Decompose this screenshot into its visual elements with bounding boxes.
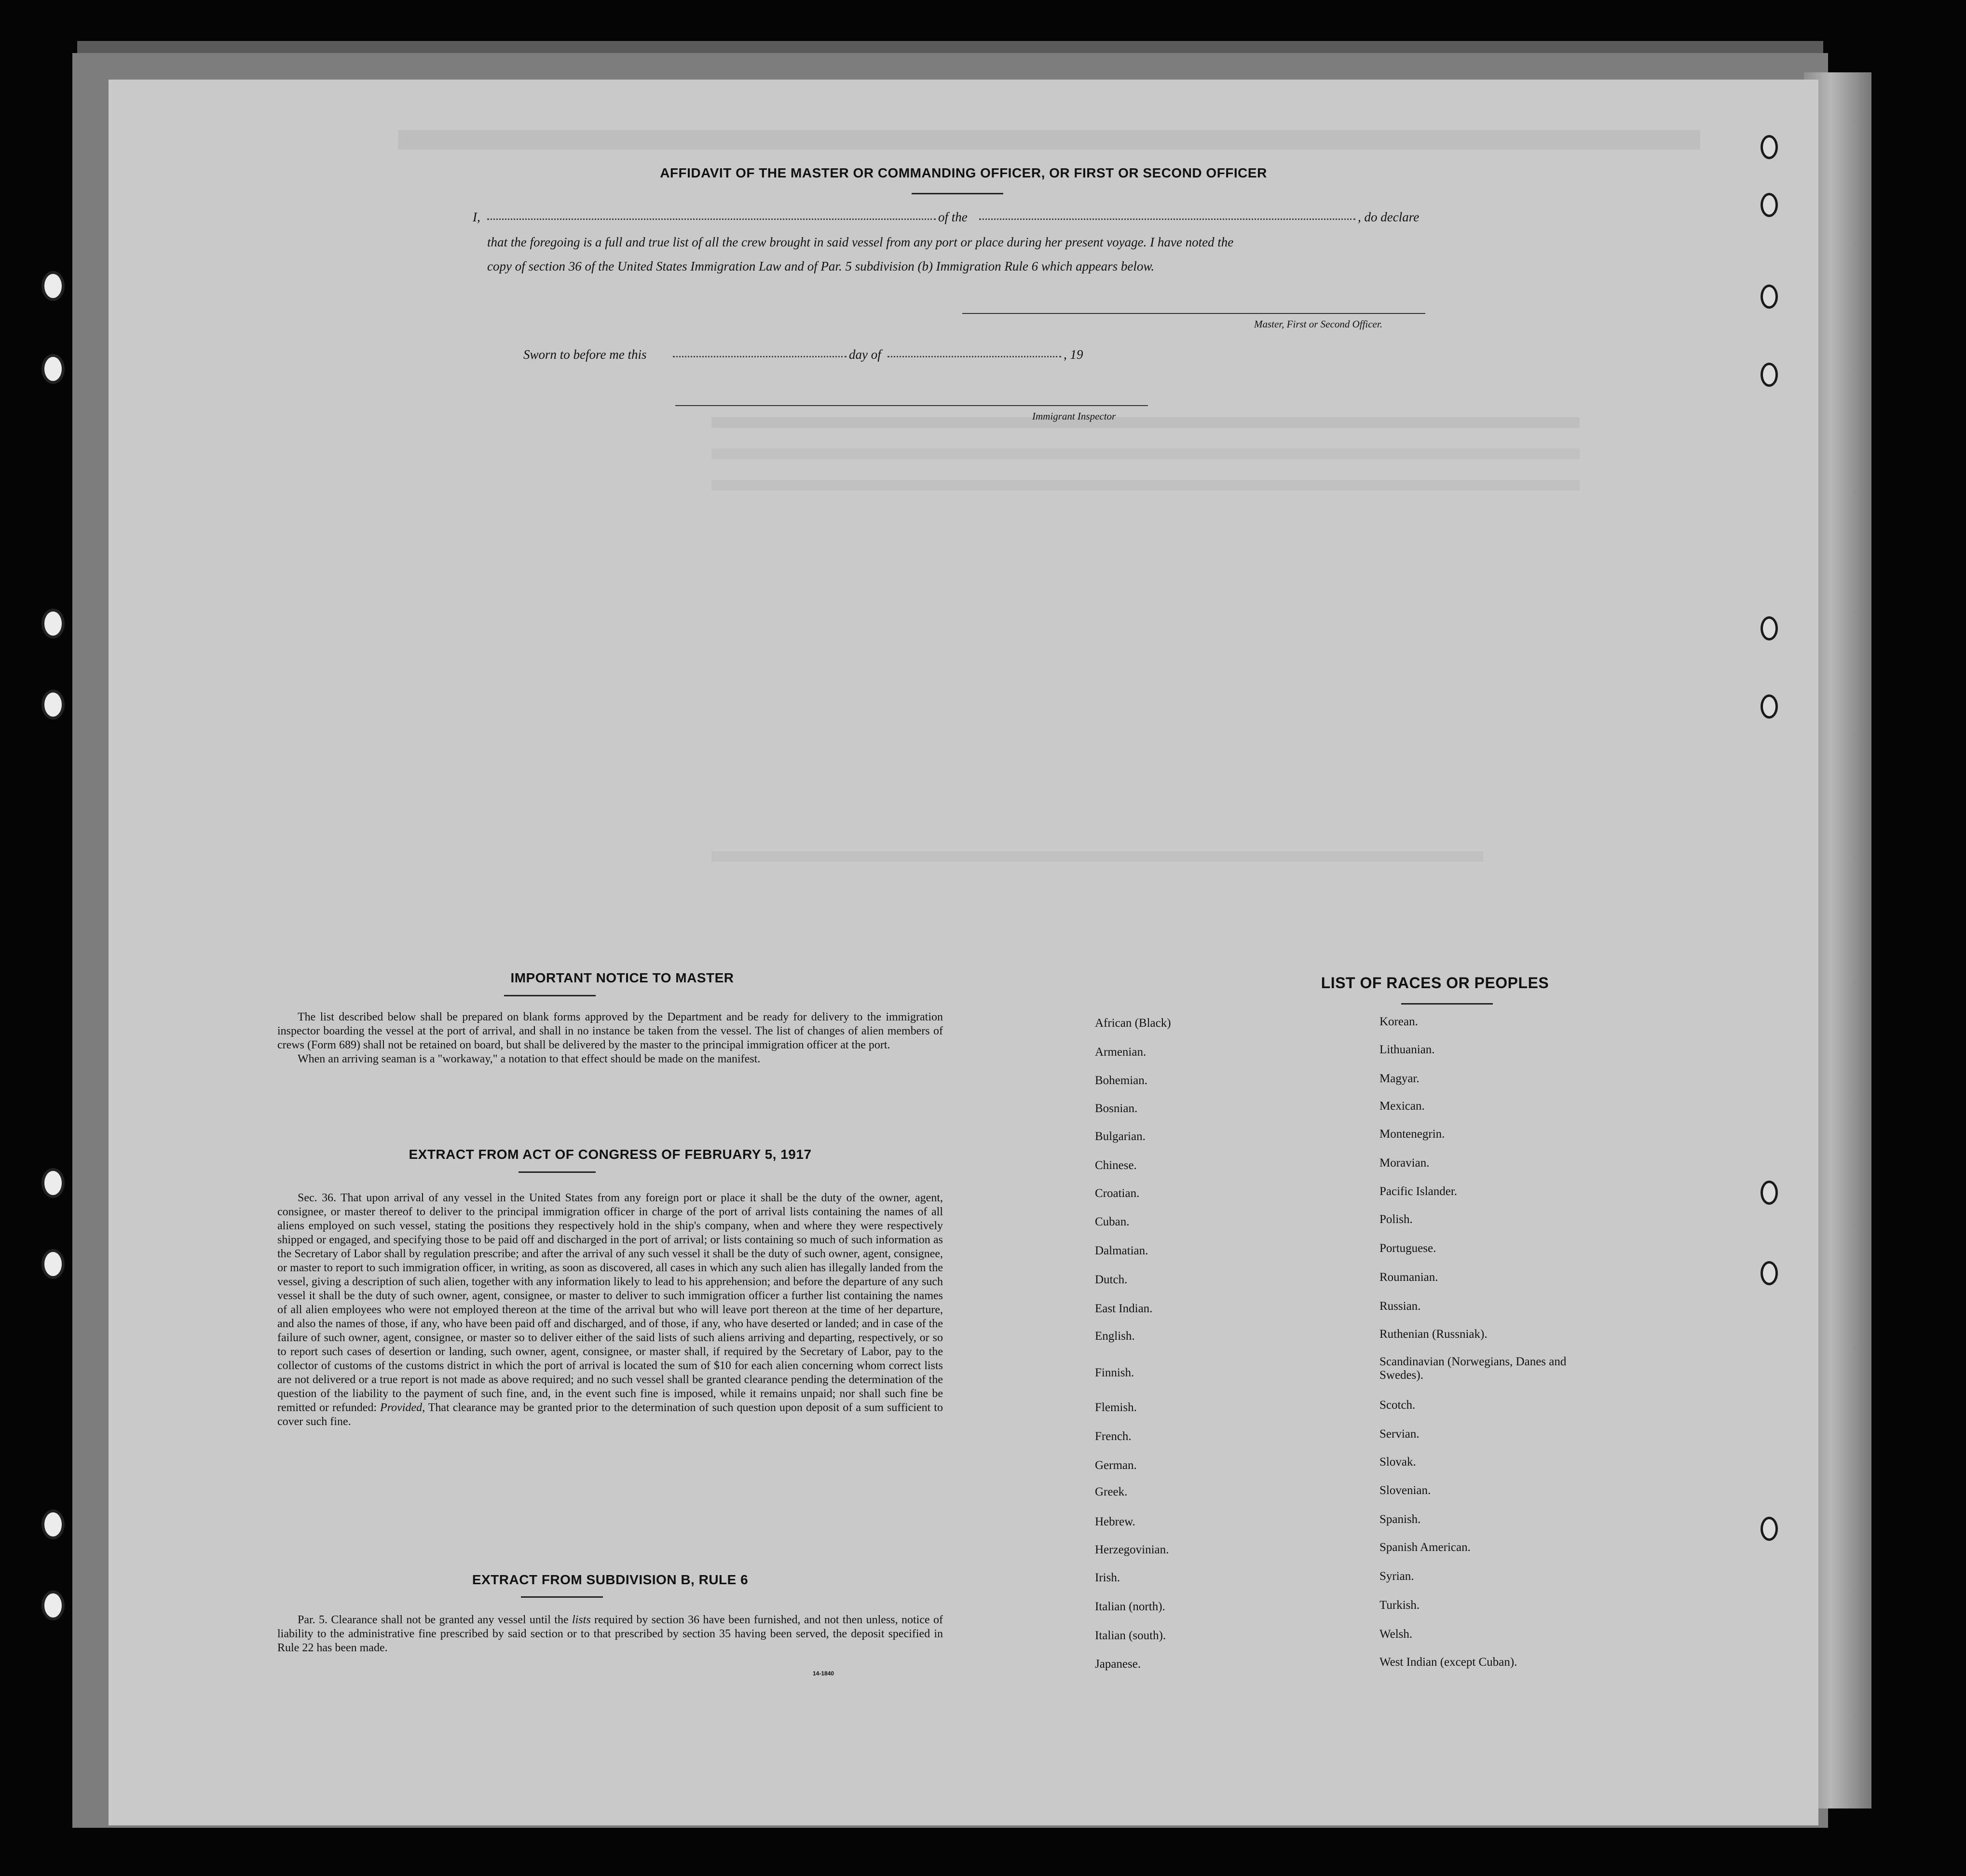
binder-hole-left bbox=[41, 1509, 65, 1539]
affidavit-title-rule bbox=[912, 193, 1003, 194]
binder-hole-left bbox=[41, 690, 65, 720]
race-item: Syrian. bbox=[1379, 1570, 1414, 1583]
provided-word: Provided, bbox=[380, 1401, 425, 1414]
race-item: Moravian. bbox=[1379, 1156, 1430, 1169]
race-item: Spanish American. bbox=[1379, 1541, 1471, 1554]
race-item: Slovenian. bbox=[1379, 1484, 1431, 1497]
par-5-text-b: required by section 36 have been furnished, and not then unless, notice of liability to the administrative fine prescribed by said section or to that prescribed by section 35 having been served, the deposit specified in Rule 22 has been made. bbox=[277, 1614, 943, 1654]
binder-hole-right bbox=[1761, 1181, 1778, 1205]
race-item: Slovak. bbox=[1379, 1455, 1416, 1468]
binder-hole-right bbox=[1761, 616, 1778, 640]
binder-hole-left bbox=[41, 354, 65, 384]
par-5-paragraph bbox=[277, 1613, 943, 1655]
race-item: Lithuanian. bbox=[1379, 1043, 1435, 1056]
extract-act-title-rule bbox=[519, 1171, 596, 1173]
race-item: Bulgarian. bbox=[1095, 1130, 1146, 1143]
race-item: West Indian (except Cuban). bbox=[1379, 1656, 1517, 1669]
affidavit-line-3: copy of section 36 of the United States Immigration Law and of Par. 5 subdivision (b) Immigration Rule 6 which appears below. bbox=[487, 259, 1155, 273]
extract-act-body bbox=[277, 1191, 943, 1429]
binder-hole-left bbox=[41, 1591, 65, 1620]
race-item: Italian (south). bbox=[1095, 1629, 1166, 1642]
extract-rule-title-rule bbox=[521, 1596, 603, 1598]
extract-rule-body bbox=[277, 1613, 943, 1655]
race-item: Turkish. bbox=[1379, 1599, 1420, 1612]
race-item: East Indian. bbox=[1095, 1302, 1153, 1315]
affidavit-of-the-label: of the bbox=[938, 210, 968, 224]
manifest-page bbox=[109, 80, 1818, 1825]
notice-body bbox=[277, 1010, 943, 1066]
binder-hole-right bbox=[1761, 285, 1778, 309]
sworn-month-field[interactable] bbox=[887, 356, 1061, 357]
affidavit-declare-label: , do declare bbox=[1358, 210, 1420, 224]
sworn-line bbox=[523, 347, 1150, 367]
race-item: Dutch. bbox=[1095, 1273, 1128, 1286]
race-item: Cuban. bbox=[1095, 1215, 1130, 1228]
binder-hole-left bbox=[41, 1249, 65, 1279]
race-item: Japanese. bbox=[1095, 1658, 1141, 1671]
affidavit-title: AFFIDAVIT OF THE MASTER OR COMMANDING OFFICER, OR FIRST OR SECOND OFFICER bbox=[660, 165, 1267, 180]
races-title: LIST OF RACES OR PEOPLES bbox=[1321, 974, 1549, 992]
bleed-through-row bbox=[711, 449, 1580, 459]
race-item: Portuguese. bbox=[1379, 1242, 1436, 1255]
race-item: African (Black) bbox=[1095, 1017, 1171, 1030]
master-signature-label: Master, First or Second Officer. bbox=[1254, 318, 1382, 330]
binder-hole-right bbox=[1761, 694, 1778, 719]
race-item: Bosnian. bbox=[1095, 1102, 1138, 1115]
affidavit-line-2: that the foregoing is a full and true list of all the crew brought in said vessel from any port or place during her present voyage. I have noted the bbox=[487, 235, 1234, 249]
section-36-text: Sec. 36. That upon arrival of any vessel in the United States from any foreign port or place it shall be the duty of the owner, agent, consignee, or master thereof to deliver to the principal immigration officer in charge of the port of arrival lists containing the names of all aliens employed on such vessel, stating the positions they respectively hold in the ship's company, when and where they were respectively shipped or engaged, and specifying those to be paid off and discharged in the port of arrival; or lists containing so much of such information as the Secretary of Labor shall by regulation prescribe; and after the arrival of any such vessel it shall be the duty of such owner, agent, consignee, or master to report to such immigration officer, in writing, as soon as discovered, all cases in which any such alien has illegally landed from the vessel, giving a description of such alien, together with any information likely to lead to his apprehension; and before the departure of any such vessel it shall be the duty of such owner, agent, consignee, or master to deliver to such immigration officer a further list containing the names of all alien employees who were not employed thereon at the time of the arrival but who will leave port thereon at the time of her departure, and also the names of those, if any, who have been paid off and discharged, and of those, if any, who have deserted or landed; and in case of the failure of such owner, agent, consignee, or master so to deliver either of the said lists of such aliens arriving and departing, respectively, or so to report such cases of desertion or landing, such owner, agent, consignee, or master shall, if required by the Secretary of Labor, pay to the collector of customs of the customs district in which the port of arrival is located the sum of $10 for each alien concerning whom correct lists are not delivered or a true report is not made as above required; and no such vessel shall be granted clearance pending the determination of the question of the liability to the payment of such fine, and, in the event such fine is imposed, while it remains unpaid; nor shall such fine be remitted or refunded: bbox=[277, 1192, 943, 1414]
extract-rule-title: EXTRACT FROM SUBDIVISION B, RULE 6 bbox=[472, 1572, 749, 1587]
bleed-through-row bbox=[711, 417, 1580, 428]
race-item: Russian. bbox=[1379, 1300, 1421, 1313]
race-item: Italian (north). bbox=[1095, 1600, 1165, 1613]
race-item: Greek. bbox=[1095, 1485, 1128, 1498]
race-item: Dalmatian. bbox=[1095, 1244, 1148, 1257]
race-item: German. bbox=[1095, 1459, 1137, 1472]
sworn-day-field[interactable] bbox=[673, 356, 846, 357]
race-item: Servian. bbox=[1379, 1427, 1420, 1441]
race-item: Mexican. bbox=[1379, 1100, 1425, 1113]
section-36-text-end: That clearance may be granted prior to the determination of such question upon deposit of a sum sufficient to cover such fine. bbox=[277, 1401, 943, 1428]
binder-hole-right bbox=[1761, 363, 1778, 387]
race-item: Herzegovinian. bbox=[1095, 1543, 1169, 1556]
race-item: Magyar. bbox=[1379, 1072, 1420, 1085]
notice-paragraph-2: When an arriving seaman is a "workaway," a notation to that effect should be made on the manifest. bbox=[298, 1053, 761, 1065]
year-label: , 19 bbox=[1064, 347, 1083, 362]
vessel-name-field[interactable] bbox=[979, 218, 1355, 220]
binder-hole-right bbox=[1761, 135, 1778, 159]
affidavit-line-1 bbox=[473, 210, 1534, 229]
binder-hole-left bbox=[41, 609, 65, 639]
binder-hole-right bbox=[1761, 1517, 1778, 1541]
race-item: Spanish. bbox=[1379, 1513, 1421, 1526]
race-item: Finnish. bbox=[1095, 1366, 1134, 1379]
binder-hole-right bbox=[1761, 193, 1778, 217]
race-item: Bohemian. bbox=[1095, 1074, 1148, 1087]
master-name-field[interactable] bbox=[487, 218, 936, 220]
notice-title-rule bbox=[504, 995, 596, 996]
notice-paragraph-1: The list described below shall be prepared on blank forms approved by the Department and be ready for delivery to the immigration inspector boarding the vessel at the port of arrival, and shall in no instance be taken from the vessel. The list of changes of alien members of crews (Form 689) shall not be retained on board, but shall be delivered by the master to the principal immigration officer at the port. bbox=[277, 1011, 943, 1051]
par-5-text-a: Par. 5. Clearance shall not be granted any vessel until the bbox=[298, 1614, 569, 1626]
bleed-through-title bbox=[398, 130, 1700, 150]
race-item: Roumanian. bbox=[1379, 1271, 1438, 1284]
binder-hole-right bbox=[1761, 1261, 1778, 1285]
race-item: Hebrew. bbox=[1095, 1515, 1135, 1528]
race-item: Irish. bbox=[1095, 1571, 1120, 1584]
lists-word: lists bbox=[572, 1614, 591, 1626]
race-item: Armenian. bbox=[1095, 1046, 1147, 1059]
race-item: Chinese. bbox=[1095, 1159, 1137, 1172]
affidavit-i-label: I, bbox=[473, 210, 480, 224]
race-item: Polish. bbox=[1379, 1213, 1413, 1226]
race-item: Flemish. bbox=[1095, 1401, 1137, 1414]
binder-hole-left bbox=[41, 271, 65, 301]
race-item: Welsh. bbox=[1379, 1628, 1413, 1641]
races-title-rule bbox=[1401, 1003, 1493, 1005]
bleed-through-row bbox=[711, 851, 1483, 862]
extract-act-title: EXTRACT FROM ACT OF CONGRESS OF FEBRUARY 5, 1917 bbox=[409, 1147, 812, 1162]
race-item: Ruthenian (Russniak). bbox=[1379, 1328, 1488, 1341]
race-item: Montenegrin. bbox=[1379, 1128, 1445, 1141]
notice-title: IMPORTANT NOTICE TO MASTER bbox=[510, 970, 734, 985]
race-item: Scotch. bbox=[1379, 1399, 1416, 1412]
form-code: 14-1840 bbox=[813, 1670, 834, 1677]
day-of-label: day of bbox=[849, 347, 881, 362]
sworn-label: Sworn to before me this bbox=[523, 347, 647, 362]
section-36-paragraph bbox=[277, 1191, 943, 1429]
bleed-through-row bbox=[711, 480, 1580, 490]
race-item: English. bbox=[1095, 1330, 1135, 1343]
inspector-signature-label: Immigrant Inspector bbox=[1032, 410, 1116, 422]
race-item: Scandinavian (Norwegians, Danes and Swedes). bbox=[1379, 1355, 1567, 1382]
race-item: Pacific Islander. bbox=[1379, 1185, 1458, 1198]
binder-hole-left bbox=[41, 1168, 65, 1198]
inspector-signature-line[interactable] bbox=[675, 405, 1148, 406]
master-signature-line[interactable] bbox=[962, 313, 1425, 314]
race-item: Korean. bbox=[1379, 1015, 1418, 1028]
race-item: Croatian. bbox=[1095, 1187, 1140, 1200]
race-item: French. bbox=[1095, 1430, 1132, 1443]
